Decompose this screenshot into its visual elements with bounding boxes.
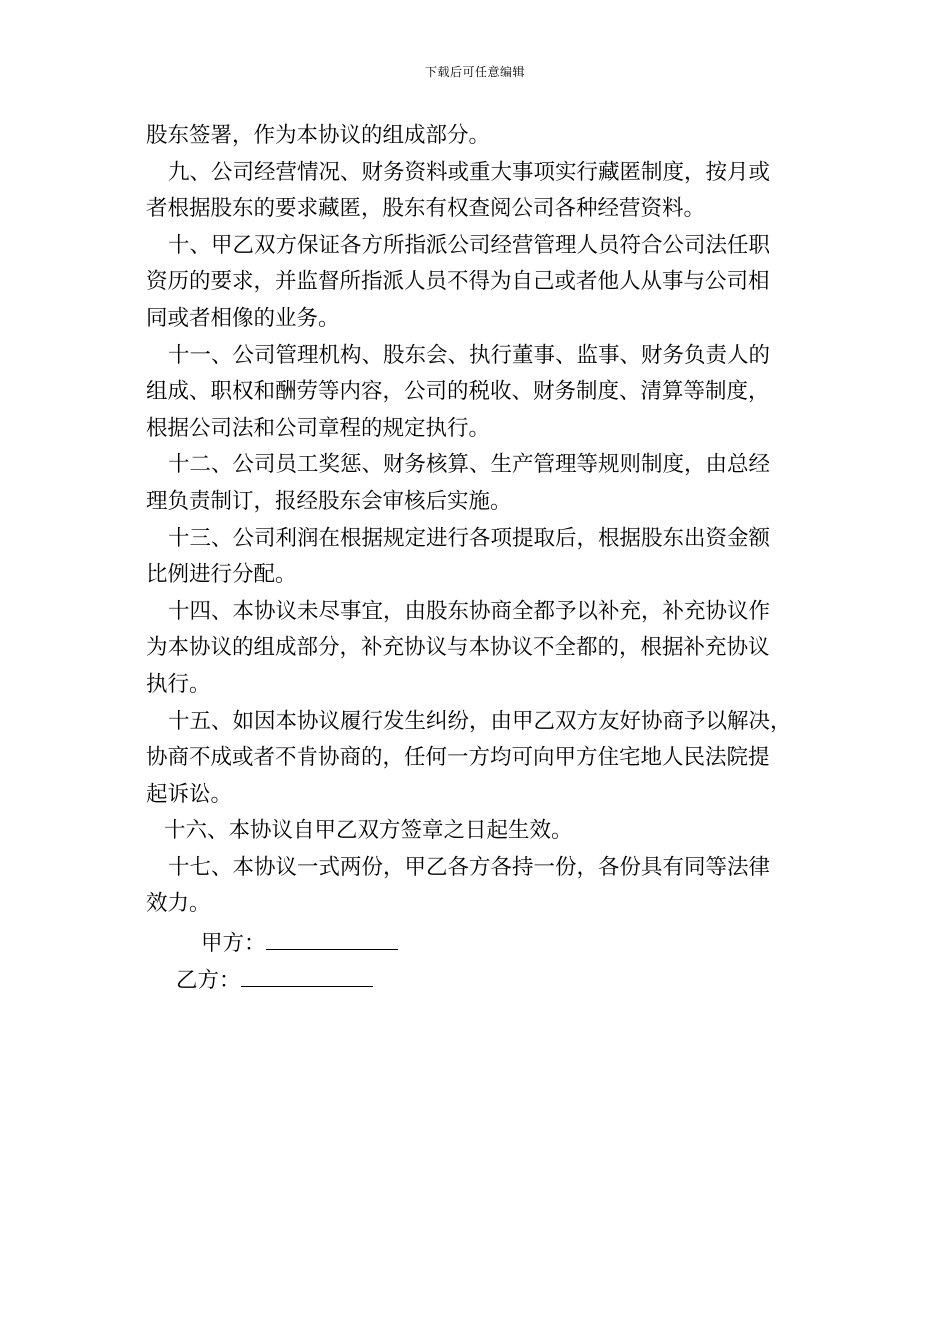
clause-9-line: 九、公司经营情况、财务资料或重大事项实行藏匿制度，按月或 bbox=[168, 159, 771, 185]
clause-line: 根据公司法和公司章程的规定执行。 bbox=[146, 415, 491, 441]
party-b-label: 乙方： bbox=[176, 967, 241, 993]
clause-line: 股东签署，作为本协议的组成部分。 bbox=[146, 123, 491, 148]
clause-line: 同或者相像的业务。 bbox=[146, 305, 340, 331]
clause-12-line: 十二、公司员工奖惩、财务核算、生产管理等规则制度，由总经 bbox=[168, 452, 771, 478]
party-a-signature bbox=[146, 923, 810, 960]
party-b-signature-blank[interactable] bbox=[241, 960, 373, 987]
party-b-signature bbox=[146, 960, 810, 997]
clause-16-line: 十六、本协议自甲乙双方签章之日起生效。 bbox=[164, 818, 573, 844]
agreement-body bbox=[146, 118, 810, 996]
party-a-label: 甲方： bbox=[201, 931, 266, 957]
clause-line: 理负责制订，报经股东会审核后实施。 bbox=[146, 488, 512, 514]
clause-10-line: 十、甲乙双方保证各方所指派公司经营管理人员符合公司法任职 bbox=[168, 232, 771, 258]
clause-line: 起诉讼。 bbox=[146, 781, 233, 807]
clause-17-line: 十七、本协议一式两份，甲乙各方各持一份，各份具有同等法律 bbox=[168, 854, 771, 880]
party-a-signature-blank[interactable] bbox=[266, 923, 398, 950]
clause-11-line: 十一、公司管理机构、股东会、执行董事、监事、财务负责人的 bbox=[168, 342, 771, 368]
clause-line: 组成、职权和酬劳等内容，公司的税收、财务制度、清算等制度， bbox=[146, 379, 770, 405]
clause-line: 执行。 bbox=[146, 671, 211, 697]
clause-line: 协商不成或者不肯协商的，任何一方均可向甲方住宅地人民法院提 bbox=[146, 745, 770, 771]
clause-15-line: 十五、如因本协议履行发生纠纷，由甲乙双方友好协商予以解决， bbox=[168, 708, 792, 734]
clause-13-line: 十三、公司利润在根据规定进行各项提取后，根据股东出资金额 bbox=[168, 525, 771, 551]
page-header: 下载后可任意编辑 bbox=[424, 65, 525, 79]
clause-line: 效力。 bbox=[146, 891, 211, 917]
clause-line: 比例进行分配。 bbox=[146, 562, 297, 588]
clause-line: 者根据股东的要求藏匿，股东有权查阅公司各种经营资料。 bbox=[146, 196, 706, 222]
clause-line: 为本协议的组成部分，补充协议与本协议不全都的，根据补充协议 bbox=[146, 635, 770, 661]
clause-line: 资历的要求，并监督所指派人员不得为自己或者他人从事与公司相 bbox=[146, 269, 770, 295]
clause-14-line: 十四、本协议未尽事宜，由股东协商全都予以补充，补充协议作 bbox=[168, 598, 771, 624]
